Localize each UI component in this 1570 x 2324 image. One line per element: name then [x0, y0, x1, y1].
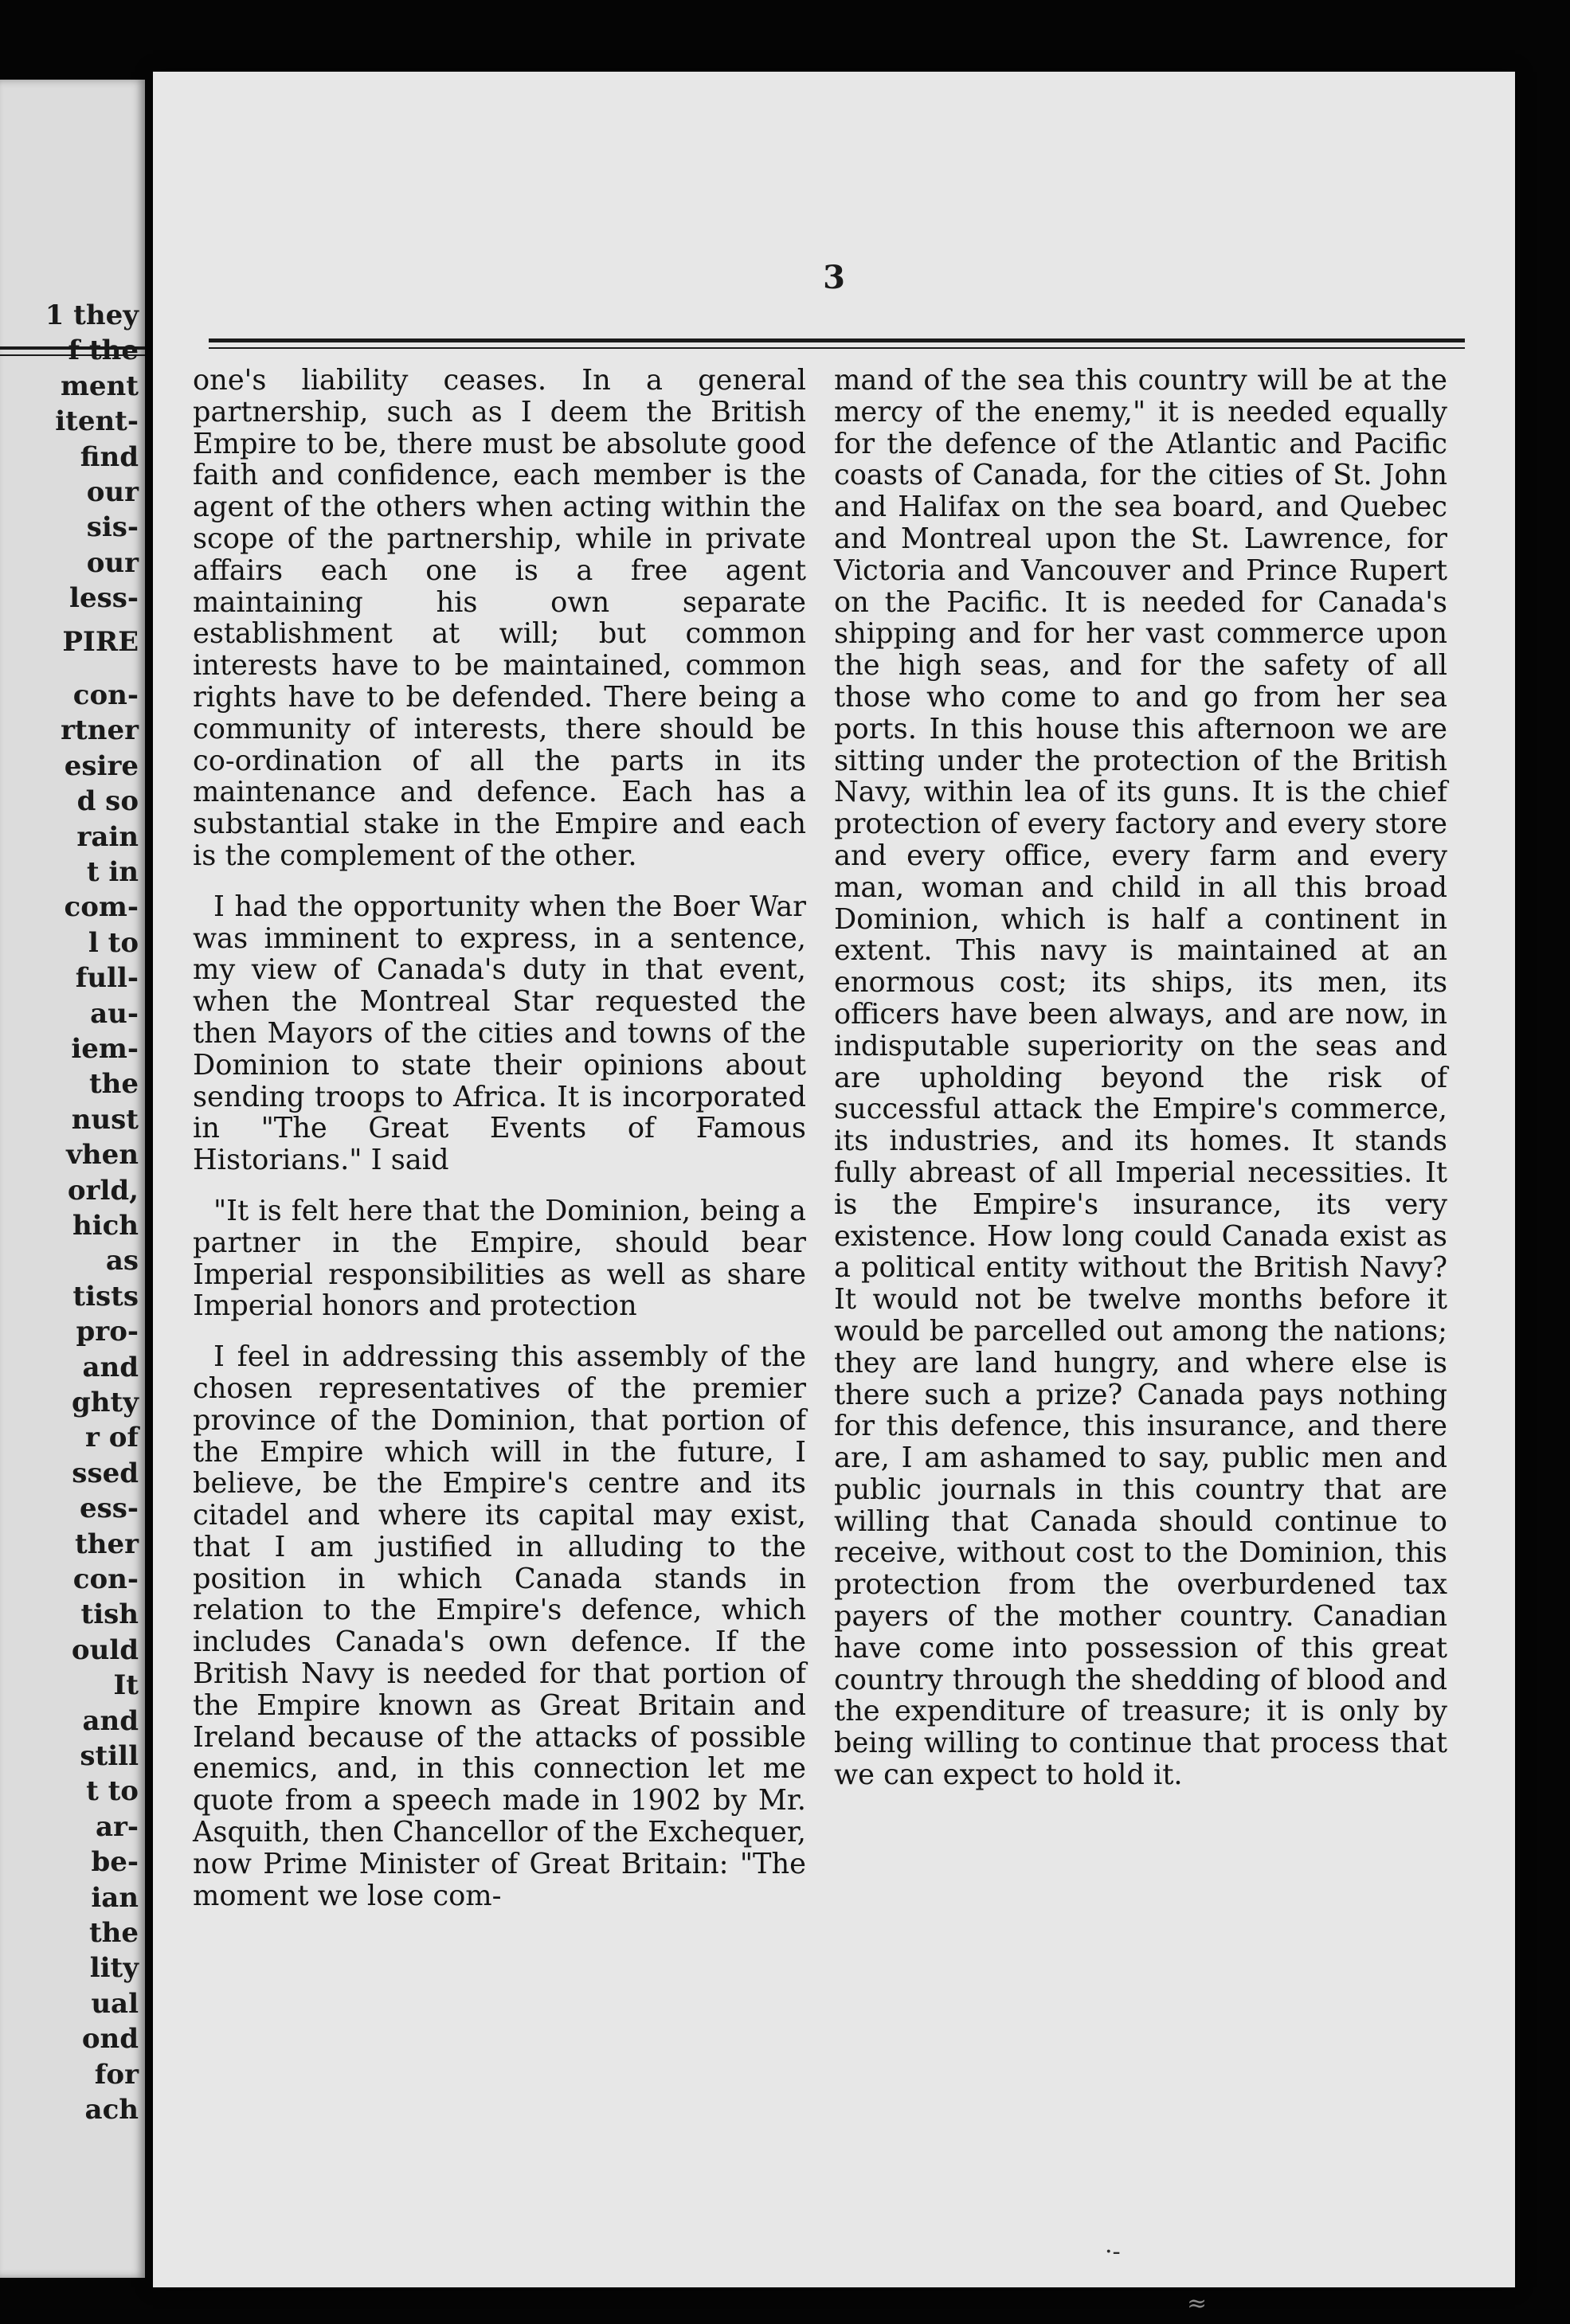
left-page-fragment: for: [94, 2060, 139, 2090]
left-page-fragment: tish: [80, 1600, 139, 1630]
left-page-fragment: pro-: [76, 1317, 139, 1348]
paragraph: I feel in addressing this assembly of the chosen representatives of the premier province of the Dominion, that portion of the Empire which will in the future, I believe, be the Empire's centre and its citadel and where its capital may exist, that I am justified in alluding to the position in which Canada stands in relation to the Empire's defence, which includes Canada's own defence. If the British Navy is needed for that portion of the Empire known as Great Britain and Ireland because of the attacks of possible enemics, and, in this connection let me quote from a speech made in 1902 by Mr. Asquith, then Chancellor of the Exchequer, now Prime Minister of Great Britain: "The moment we lose com-: [193, 1340, 806, 1912]
left-page-fragment: ghty: [72, 1388, 139, 1418]
left-page-fragment: full-: [75, 964, 139, 994]
page-number: 3: [823, 259, 845, 296]
left-page-fragment: ian: [91, 1883, 139, 1913]
left-page-fragment: iem-: [71, 1035, 139, 1065]
header-rule-thick: [209, 338, 1465, 342]
left-page-fragment: rain: [76, 822, 139, 852]
left-page-fragment: the: [88, 1919, 139, 1949]
left-page-fragment: and: [82, 1352, 139, 1383]
left-page-fragment: the: [88, 1070, 139, 1100]
paragraph: I had the opportunity when the Boer War was imminent to express, in a sentence, my view of Canada's duty in that event, when the Montreal Star requested the then Mayors of the cities and towns of the Dominion to state their opinions about sending troops to Africa. It is incorporated in "The Great Events of Famous Historians." I said: [193, 890, 806, 1177]
left-page-fragment: ual: [91, 1989, 139, 2020]
print-speck: ·-: [1105, 2238, 1121, 2266]
quote-paragraph: "It is felt here that the Dominion, being a partner in the Empire, should bear Imperial responsibilities as well as share Imperial honors and protection: [193, 1194, 806, 1323]
left-page-fragment: ssed: [72, 1458, 139, 1489]
left-page-fragment: our: [86, 548, 139, 579]
paragraph: mand of the sea this country will be at the mercy of the enemy," it is needed equally for the defence of the Atlantic and Pacific coasts of Canada, for the cities of St. John and Halifax on the sea board, and Quebec and Montreal upon the St. Lawrence, for Victoria and Vancouver and Prince Rupert on the Pacific. It is needed for Canada's shipping and for her vast commerce upon the high seas, and for the safety of all those who come to and go from her sea ports. In this house this afternoon we are sitting under the protection of the British Navy, within lea of its guns. It is the chief protection of every factory and every store and every office, every farm and every man, woman and child in all this broad Dominion, which is half a continent in extent. This navy is maintained at an enormous cost; its ships, its men, its officers have been always, and are now, in indisputable superiority on the seas and are upholding beyond the risk of successful attack the Empire's commerce, its industries, and its homes. It stands fully abreast of all Imperial necessities. It is the Empire's insurance, its very existence. How long could Canada exist as a political entity without the British Navy? It would not be twelve months before it would be parcelled out among the nations; they are land hungry, and where else is there such a prize? Canada pays nothing for this defence, this insurance, and there are, I am ashamed to say, public men and public journals in this country that are willing that Canada should continue to receive, without cost to the Dominion, this protection from the overburdened tax payers of the mother country. Canadian have come into possession of this great country through the shedding of blood and the expenditure of treasure; it is only by being willing to continue that process that we can expect to hold it.: [834, 364, 1447, 1792]
left-page-fragment: find: [80, 442, 139, 472]
left-page-fragment: as: [105, 1246, 139, 1277]
left-page-fragment: con-: [72, 681, 139, 711]
left-page-fragment: au-: [90, 999, 139, 1029]
left-page-fragment: PIRE: [62, 628, 139, 658]
left-page-fragment: still: [80, 1742, 139, 1772]
left-page-fragment: It: [113, 1671, 139, 1701]
left-page-fragment: esire: [64, 751, 139, 782]
left-page-fragment: tists: [72, 1281, 139, 1313]
left-page-fragment: f the: [68, 336, 139, 366]
left-page-fragment: sis-: [86, 513, 139, 543]
left-page-fragment: con-: [72, 1565, 139, 1595]
paragraph: one's liability ceases. In a general partnership, such as I deem the British Empire to be, there must be absolute good faith and confidence, each member is the agent of the others when acting within the scope of the partnership, while in private affairs each one is a free agent maintaining his own separate establishment at will; but common interests have to be maintained, common rights have to be defended. There being a community of interests, there should be co-ordination of all the parts in its maintenance and defence. Each has a substantial stake in the Empire and each is the complement of the other.: [193, 364, 806, 872]
left-page-fragment: orld,: [67, 1176, 139, 1206]
left-page-fragment: d so: [76, 787, 139, 817]
left-page-fragment: ment: [60, 371, 139, 402]
left-page-fragment: ould: [71, 1635, 139, 1666]
left-page-fragment: hich: [72, 1211, 139, 1242]
newspaper-page: [153, 72, 1515, 2287]
left-page-fragment: lity: [89, 1954, 139, 1984]
header-rule-thin: [209, 347, 1465, 349]
left-page-fragment: nust: [71, 1105, 139, 1136]
left-page-fragment: ther: [75, 1529, 139, 1559]
right-column: [834, 365, 1447, 1810]
left-page-fragment: and: [82, 1706, 139, 1736]
left-page-fragment: com-: [64, 893, 139, 923]
left-page-fragment: r of: [84, 1423, 139, 1453]
left-page-fragment: itent-: [55, 407, 139, 437]
left-page-fragment: rtner: [61, 716, 139, 746]
left-page-fragment: ess-: [79, 1494, 139, 1524]
left-page-edge: [0, 80, 145, 2278]
left-page-fragment: 1 they: [45, 301, 139, 331]
left-page-fragment: ach: [84, 2095, 139, 2126]
left-page-fragment: l to: [88, 928, 139, 959]
left-page-fragment: vhen: [66, 1140, 139, 1171]
left-column: [193, 365, 806, 1931]
left-page-fragment: t to: [86, 1777, 139, 1807]
left-page-fragment: our: [86, 478, 139, 508]
left-page-fragment: t in: [86, 858, 139, 888]
left-page-fragment: ar-: [95, 1812, 139, 1843]
left-page-fragment: less-: [69, 584, 139, 614]
bottom-print-mark: ≈: [1187, 2290, 1208, 2318]
left-page-fragment: be-: [91, 1848, 139, 1878]
left-page-fragment: ond: [81, 2025, 139, 2055]
